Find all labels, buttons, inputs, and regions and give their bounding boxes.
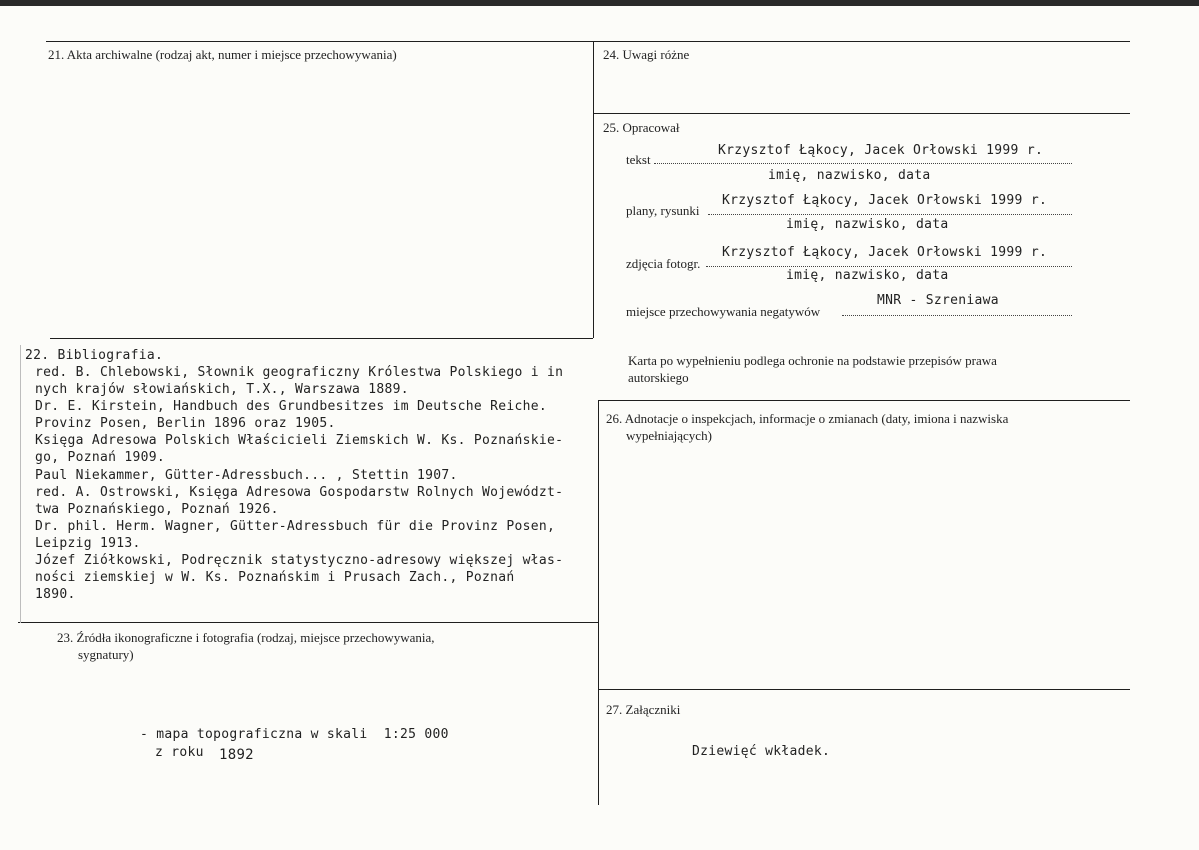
divider-24-25 <box>593 113 1130 114</box>
divider-center-lower <box>598 400 599 805</box>
prepared-photos-label: zdjęcia fotogr. <box>626 256 701 271</box>
bibliography-line: Leipzig 1913. <box>35 536 141 551</box>
section-25-title: 25. Opracował <box>603 120 680 135</box>
prepared-photos-line <box>706 265 1072 267</box>
divider-25-26 <box>598 400 1130 401</box>
prepared-plans-caption: imię, nazwisko, data <box>786 217 949 232</box>
bibliography-line: red. A. Ostrowski, Księga Adresowa Gospodarstw Rolnych Województ- <box>35 485 564 500</box>
bibliography-line: Dr. E. Kirstein, Handbuch des Grundbesitzes im Deutsche Reiche. <box>35 399 547 414</box>
bibliography-line: Paul Niekammer, Gütter-Adressbuch... , Stettin 1907. <box>35 468 458 483</box>
left-margin-mark <box>20 345 21 623</box>
prepared-photos-value: Krzysztof Łąkocy, Jacek Orłowski 1999 r. <box>722 245 1048 260</box>
copyright-note-line2: autorskiego <box>628 370 689 385</box>
scan-top-edge <box>0 0 1199 6</box>
section-21-title: 21. Akta archiwalne (rodzaj akt, numer i miejsce przechowywania) <box>48 47 397 62</box>
bibliography-line: nych krajów słowiańskich, T.X., Warszawa 1889. <box>35 382 409 397</box>
bibliography-line: ności ziemskiej w W. Ks. Poznańskim i Prusach Zach., Poznań <box>35 570 515 585</box>
bibliography-line: Józef Ziółkowski, Podręcznik statystyczno-adresowy większej włas- <box>35 553 564 568</box>
prepared-plans-label: plany, rysunki <box>626 203 700 218</box>
divider-26-27 <box>598 689 1130 690</box>
negatives-label: miejsce przechowywania negatywów <box>626 304 821 319</box>
section-24-title: 24. Uwagi różne <box>603 47 690 62</box>
prepared-plans-line <box>708 213 1072 215</box>
section-22-title: 22. Bibliografia. <box>25 348 164 363</box>
bibliography-line: go, Poznań 1909. <box>35 450 166 465</box>
divider-22-23 <box>18 622 598 623</box>
section-26-title-line2: wypełniających) <box>626 428 712 443</box>
bibliography-line: Provinz Posen, Berlin 1896 oraz 1905. <box>35 416 336 431</box>
prepared-photos-caption: imię, nazwisko, data <box>786 268 949 283</box>
divider-center <box>593 41 594 338</box>
bibliography-line: twa Poznańskiego, Poznań 1926. <box>35 502 279 517</box>
section-26-title-line1: 26. Adnotacje o inspekcjach, informacje o zmianach (daty, imiona i nazwiska <box>606 411 1009 426</box>
divider-top <box>46 41 1130 42</box>
section-23-content-line2: z roku <box>155 745 204 760</box>
bibliography-line: Księga Adresowa Polskich Właścicieli Ziemskich W. Ks. Poznańskie- <box>35 433 564 448</box>
bibliography-line: red. B. Chlebowski, Słownik geograficzny Królestwa Polskiego i in <box>35 365 564 380</box>
prepared-plans-value: Krzysztof Łąkocy, Jacek Orłowski 1999 r. <box>722 193 1048 208</box>
divider-21-22 <box>50 338 593 339</box>
prepared-text-label: tekst <box>626 152 651 167</box>
copyright-note-line1: Karta po wypełnieniu podlega ochronie na podstawie przepisów prawa <box>628 353 997 368</box>
section-23-content-year: 1892 <box>219 747 254 763</box>
negatives-value: MNR - Szreniawa <box>877 293 999 308</box>
bibliography-line: Dr. phil. Herm. Wagner, Gütter-Adressbuch für die Provinz Posen, <box>35 519 556 534</box>
prepared-text-value: Krzysztof Łąkocy, Jacek Orłowski 1999 r. <box>718 143 1044 158</box>
section-27-title: 27. Załączniki <box>606 702 681 717</box>
section-27-content: Dziewięć wkładek. <box>692 744 831 759</box>
bibliography-line: 1890. <box>35 587 76 602</box>
section-23-title-line2: sygnatury) <box>78 647 134 662</box>
prepared-text-caption: imię, nazwisko, data <box>768 168 931 183</box>
section-23-title-line1: 23. Źródła ikonograficzne i fotografia (rodzaj, miejsce przechowywania, <box>57 630 435 645</box>
prepared-text-line <box>654 162 1072 164</box>
section-23-content-line1: - mapa topograficzna w skali 1:25 000 <box>140 727 449 742</box>
negatives-line <box>842 314 1072 316</box>
